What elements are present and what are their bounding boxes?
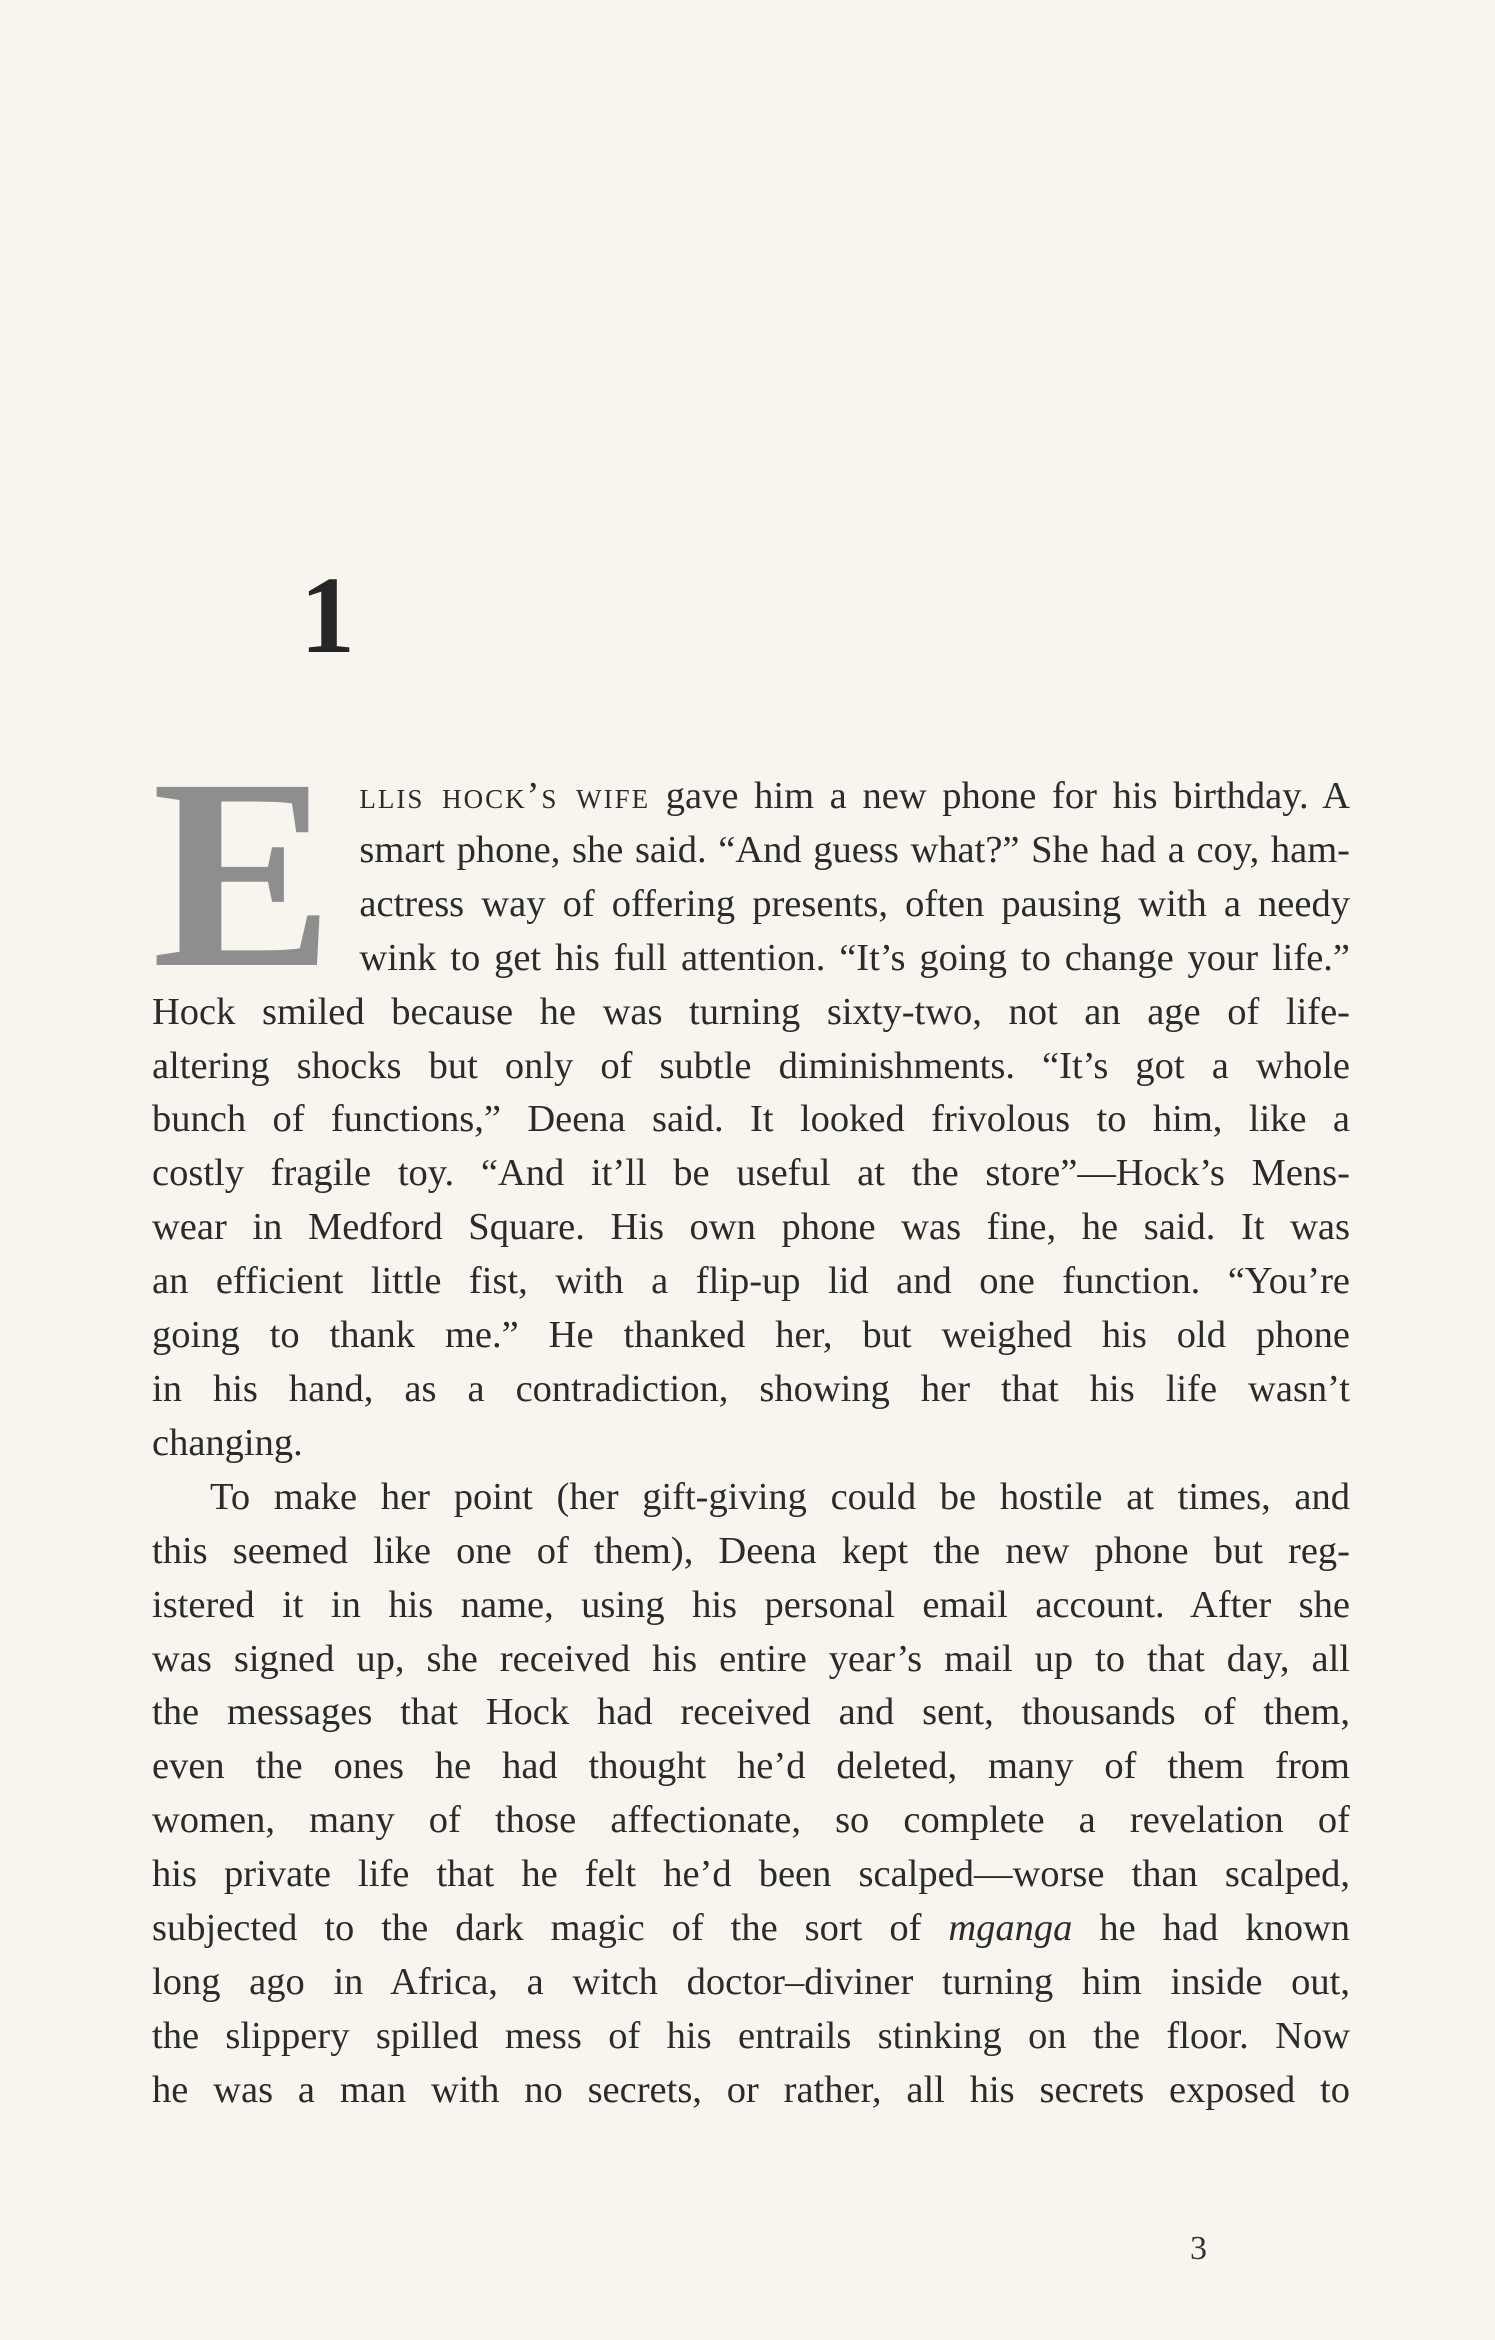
text-line: Hock smiled because he was turning sixty-two, not an age of life- — [152, 990, 1350, 1033]
text-line: altering shocks but only of subtle diminishments. “It’s got a whole — [152, 1044, 1350, 1087]
text-line: even the ones he had thought he’d deleted, many of them from — [152, 1745, 1350, 1788]
text-line: changing. — [152, 1421, 303, 1464]
italic-word: mganga — [948, 1907, 1073, 1950]
text-line: the messages that Hock had received and sent, thousands of them, — [152, 1691, 1350, 1734]
text-line: his private life that he felt he’d been scalped—worse than scalped, — [152, 1853, 1350, 1896]
text-line: going to thank me.” He thanked her, but weighed his old phone — [152, 1314, 1350, 1357]
drop-cap: E — [152, 723, 334, 1024]
text-line: long ago in Africa, a witch doctor–diviner turning him inside out, — [152, 1960, 1350, 2003]
text-line: an efficient little fist, with a flip-up lid and one function. “You’re — [152, 1260, 1350, 1303]
text-line: costly fragile toy. “And it’ll be useful at the store”—Hock’s Mens- — [152, 1152, 1350, 1195]
text-line: this seemed like one of them), Deena kept the new phone but reg- — [152, 1529, 1350, 1572]
text-line: wear in Medford Square. His own phone was fine, he said. It was — [152, 1206, 1350, 1249]
text-line: bunch of functions,” Deena said. It looked frivolous to him, like a — [152, 1098, 1350, 1141]
text-line: was signed up, she received his entire year’s mail up to that day, all — [152, 1637, 1350, 1680]
page-number: 3 — [1190, 2230, 1207, 2267]
text-line: he was a man with no secrets, or rather, all his secrets exposed to — [152, 2068, 1350, 2111]
text-line: actress way of offering presents, often pausing with a needy — [359, 882, 1350, 925]
text-line: the slippery spilled mess of his entrails stinking on the floor. Now — [152, 2014, 1350, 2057]
text-line: To make her point (her gift-giving could be hostile at times, and — [210, 1475, 1350, 1518]
lead-in: llis hock’s wife — [359, 775, 651, 817]
text-line: smart phone, she said. “And guess what?” She had a coy, ham- — [359, 828, 1350, 871]
text-line: in his hand, as a contradiction, showing her that his life wasn’t — [152, 1367, 1350, 1410]
text-line: istered it in his name, using his personal email account. After she — [152, 1583, 1350, 1626]
text-line: subjected to the dark magic of the sort of mganga he had known — [152, 1907, 1350, 1950]
paragraph-2 — [152, 1471, 1350, 2118]
text-line: llis hock’s wife gave him a new phone for his birthday. A — [359, 775, 1350, 817]
text-line: women, many of those affectionate, so complete a revelation of — [152, 1799, 1350, 1842]
text-line: wink to get his full attention. “It’s going to change your life.” — [359, 936, 1350, 979]
body-text — [152, 723, 1350, 2118]
chapter-number: 1 — [300, 554, 355, 676]
